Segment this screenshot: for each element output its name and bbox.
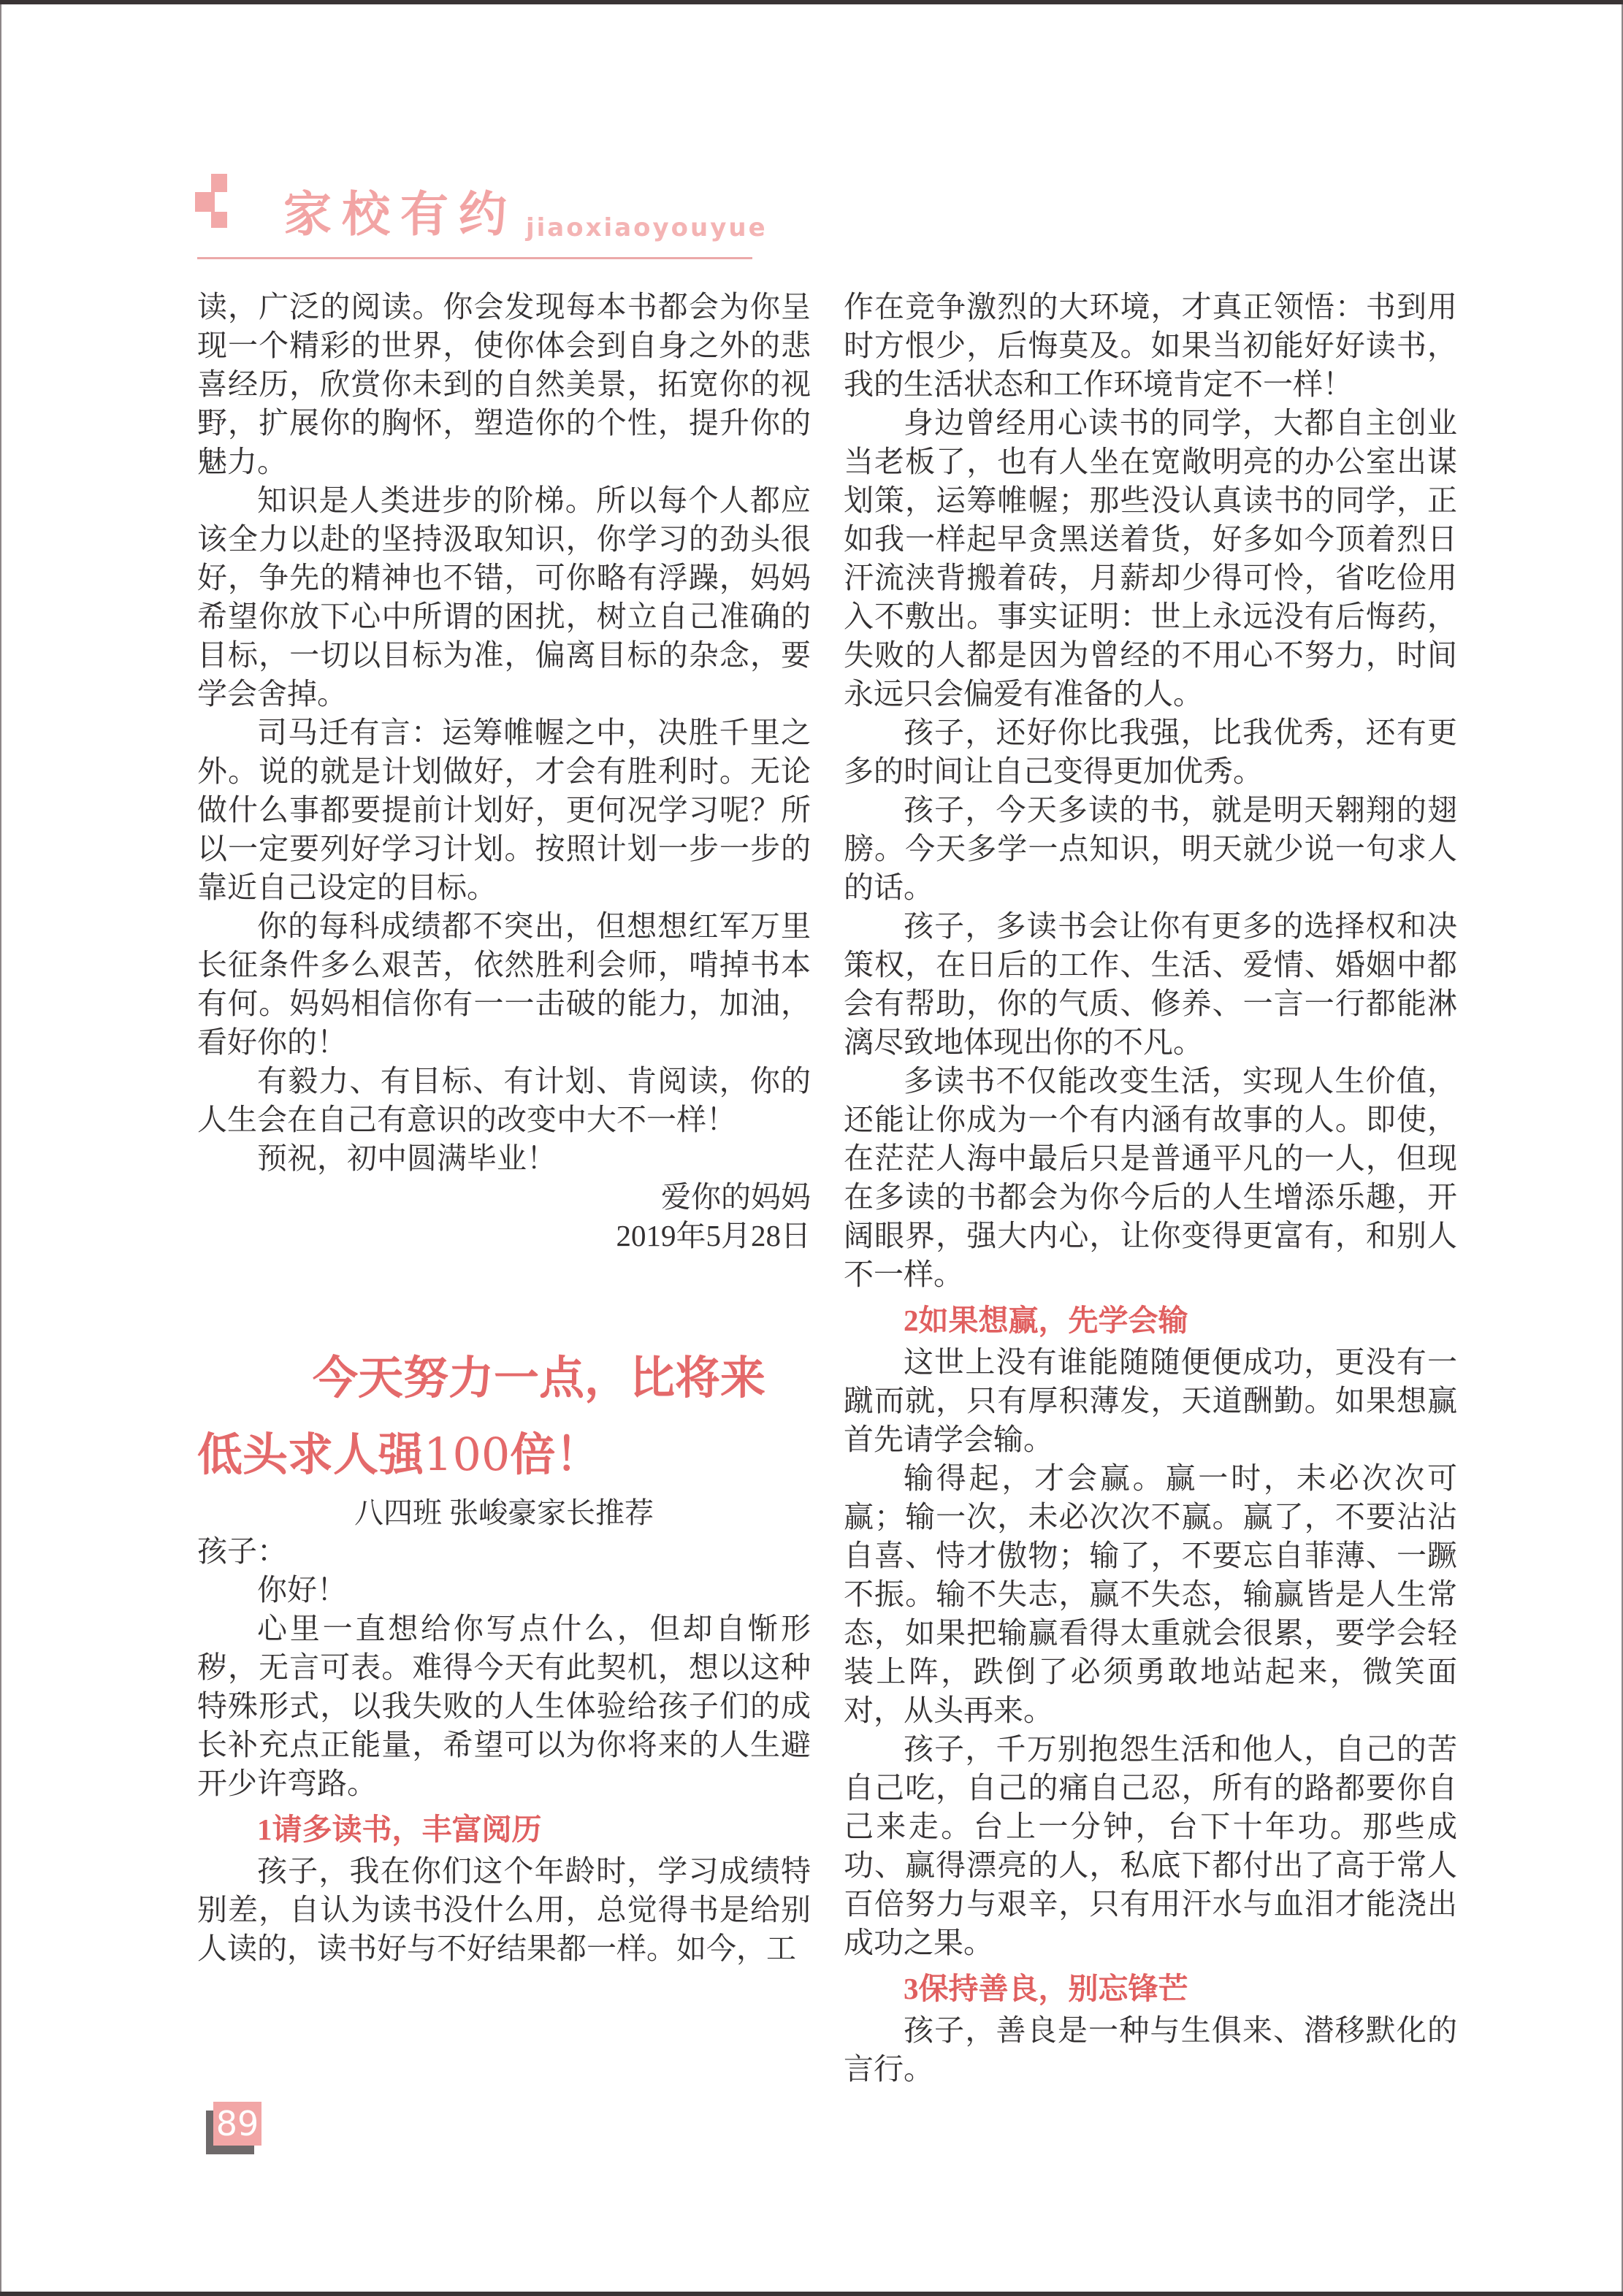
title-line2-suffix: 倍！ xyxy=(510,1431,601,1480)
article-title-line1: 今天努力一点，比将来 xyxy=(313,1354,766,1404)
paragraph: 孩子，善良是一种与生俱来、潜移默化的言行。 xyxy=(844,2013,1457,2086)
paragraph: 输得起，才会赢。赢一时，未必次次可赢；输一次，未必次次不赢。赢了，不要沾沾自喜、恃才傲物；输了，不要忘自菲薄、一蹶不振。输不失志，赢不失态，输赢皆是人生常态，如果把输赢看得太重就会很累，要学会轻装上阵，跌倒了必须勇敢地站起来，微笑面对，从头再来。 xyxy=(844,1461,1457,1727)
letter-date: 2019年5月28日 xyxy=(616,1219,811,1252)
paragraph: 预祝，初中圆满毕业！ xyxy=(257,1141,557,1175)
section-logo-pinyin: jiaoxiaoyouyue xyxy=(526,213,768,242)
header-underline xyxy=(197,257,752,259)
title-line2-text: 低头求人强 xyxy=(197,1431,424,1480)
article-title-line2 xyxy=(197,1417,811,1493)
section-heading-2: 2如果想赢，先学会输 xyxy=(904,1304,1188,1337)
letter-greeting: 你好！ xyxy=(257,1573,347,1607)
page-number: 89 xyxy=(215,2104,259,2143)
paragraph: 孩子，还好你比我强，比我优秀，还有更多的时间让自己变得更加优秀。 xyxy=(844,716,1457,788)
paragraph: 心里一直想给你写点什么，但却自惭形秽，无言可表。难得今天有此契机，想以这种特殊形式，以我失败的人生体验给孩子们的成长补充点正能量，希望可以为你将来的人生避开少许弯路。 xyxy=(197,1612,811,1800)
paragraph: 你的每科成绩都不突出，但想想红军万里长征条件多么艰苦，依然胜利会师，啃掉书本有何。妈妈相信你有一一击破的能力，加油，看好你的！ xyxy=(197,909,811,1059)
left-column xyxy=(197,288,811,1968)
letter-salutation: 孩子： xyxy=(197,1534,287,1568)
paragraph: 孩子，多读书会让你有更多的选择权和决策权，在日后的工作、生活、爱情、婚姻中都会有帮助，你的气质、修养、一言一行都能淋漓尽致地体现出你的不凡。 xyxy=(844,909,1457,1059)
paragraph: 身边曾经用心读书的同学，大都自主创业当老板了，也有人坐在宽敞明亮的办公室出谋划策，运筹帷幄；那些没认真读书的同学，正如我一样起早贪黑送着货，好多如今顶着烈日汗流浃背搬着砖，月薪却少得可怜，省吃俭用入不敷出。事实证明：世上永远没有后悔药，失败的人都是因为曾经的不用心不努力，时间永远只会偏爱有准备的人。 xyxy=(844,406,1457,711)
title-number: 100 xyxy=(424,1428,511,1481)
paragraph: 孩子，千万别抱怨生活和他人，自己的苦自己吃，自己的痛自己忍，所有的路都要你自己来走。台上一分钟，台下十年功。那些成功、赢得漂亮的人，私底下都付出了高于常人百倍努力与艰辛，只有用汗水与血泪才能浇出成功之果。 xyxy=(844,1732,1457,1959)
page-left-edge xyxy=(0,4,1,2292)
paragraph: 知识是人类进步的阶梯。所以每个人都应该全力以赴的坚持汲取知识，你学习的劲头很好，争先的精神也不错，可你略有浮躁，妈妈希望你放下心中所谓的困扰，树立自己准确的目标，一切以目标为准，偏离目标的杂念，要学会舍掉。 xyxy=(197,483,811,711)
paragraph: 司马迁有言：运筹帷幄之中，决胜千里之外。说的就是计划做好，才会有胜利时。无论做什么事都要提前计划好，更何况学习呢？所以一定要列好学习计划。按照计划一步一步的靠近自己设定的目标。 xyxy=(197,716,811,904)
page-number-badge xyxy=(213,2102,261,2146)
paragraph: 孩子，我在你们这个年龄时，学习成绩特别差，自认为读书没什么用，总觉得书是给别人读的，读书好与不好结果都一样。如今，工 xyxy=(197,1854,811,1965)
section-logo-title: 家校有约 xyxy=(283,186,517,242)
logo-square-middle xyxy=(195,192,215,212)
letter-signature: 爱你的妈妈 xyxy=(661,1180,811,1214)
right-column xyxy=(844,288,1457,2089)
logo-squares-icon xyxy=(195,174,229,228)
section-heading-3: 3保持善良，别忘锋芒 xyxy=(904,1972,1188,2005)
paragraph: 作在竞争激烈的大环境，才真正领悟：书到用时方恨少，后悔莫及。如果当初能好好读书，我的生活状态和工作环境肯定不一样！ xyxy=(844,290,1457,401)
article-title xyxy=(197,1342,811,1493)
paragraph: 孩子，今天多读的书，就是明天翱翔的翅膀。今天多学一点知识，明天就少说一句求人的话。 xyxy=(844,793,1457,904)
logo-square-bottom xyxy=(211,212,227,228)
section-heading-1: 1请多读书，丰富阅历 xyxy=(257,1813,542,1846)
paragraph: 有毅力、有目标、有计划、肯阅读，你的人生会在自己有意识的改变中大不一样！ xyxy=(197,1064,811,1136)
logo-square-top xyxy=(211,174,227,192)
paragraph: 这世上没有谁能随随便便成功，更没有一蹴而就，只有厚积薄发，天道酬勤。如果想赢首先请学会输。 xyxy=(844,1345,1457,1456)
paragraph: 读，广泛的阅读。你会发现每本书都会为你呈现一个精彩的世界，使你体会到自身之外的悲喜经历，欣赏你未到的自然美景，拓宽你的视野，扩展你的胸怀，塑造你的个性，提升你的魅力。 xyxy=(197,290,811,478)
article-byline: 八四班 张峻豪家长推荐 xyxy=(354,1496,654,1529)
paragraph: 多读书不仅能改变生活，实现人生价值，还能让你成为一个有内涵有故事的人。即使，在茫茫人海中最后只是普通平凡的一人，但现在多读的书都会为你今后的人生增添乐趣，开阔眼界，强大内心，让你变得更富有，和别人不一样。 xyxy=(844,1064,1457,1291)
